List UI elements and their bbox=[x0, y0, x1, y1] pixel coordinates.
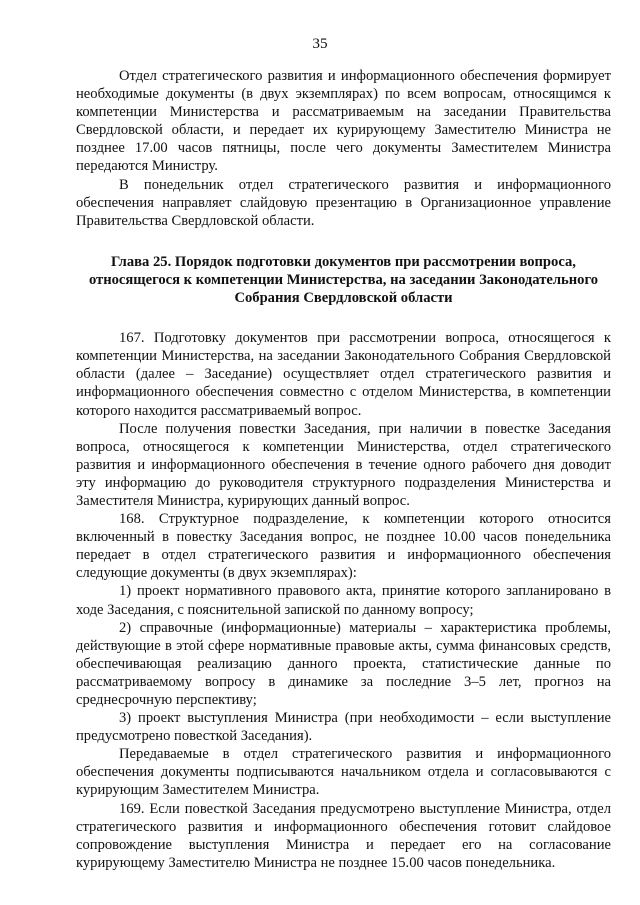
paragraph-document-submission: Отдел стратегического развития и информационного обеспечения формирует необходимые документы (в двух экземплярах) по всем вопросам, относящимся к компетенции Министерства и рассматриваемым на заседании Правительства Свердловской области, и передает их курирующему Заместителю Министра не позднее 17.00 часов пятницы, после чего документы Заместителем Министра передаются Министру. bbox=[76, 68, 611, 175]
list-item-3: 3) проект выступления Министра (при необходимости – если выступление предусмотрено повесткой Заседания). bbox=[76, 710, 611, 745]
list-item-1: 1) проект нормативного правового акта, принятие которого запланировано в ходе Заседания, с пояснительной запиской по данному вопросу; bbox=[76, 583, 611, 618]
paragraph-slide-presentation: В понедельник отдел стратегического развития и информационного обеспечения направляет слайдовую презентацию в Организационное управление Правительства Свердловской области. bbox=[76, 176, 611, 229]
paragraph-approval: Передаваемые в отдел стратегического развития и информационного обеспечения документы подписываются начальником отдела и согласовываются с курирующим Заместителем Министра. bbox=[76, 746, 611, 799]
paragraph-168: 168. Структурное подразделение, к компетенции которого относится включенный в повестку Заседания вопрос, не позднее 10.00 часов понедельника передает в отдел стратегического развития и информационного обеспечения следующие документы (в двух экземплярах): bbox=[76, 511, 611, 582]
page-number: 35 bbox=[312, 35, 328, 52]
paragraph-169: 169. Если повесткой Заседания предусмотрено выступление Министра, отдел стратегического развития и информационного обеспечения готовит слайдовое сопровождение выступления Министра и передает его на согласование курирующему Заместителю Министра не позднее 15.00 часов понедельника. bbox=[76, 800, 611, 871]
chapter-title: Глава 25. Порядок подготовки документов при рассмотрении вопроса, относящегося к компетенции Министерства, на заседании Законодательного Собрания Свердловской области bbox=[88, 253, 599, 307]
list-item-2: 2) справочные (информационные) материалы – характеристика проблемы, действующие в этой сфере нормативные правовые акты, сумма финансовых средств, обеспечивающая реализацию данного проекта, статистические данные по рассматриваемому вопросу в динамике за последние 3–5 лет, прогноз на среднесрочную перспективу; bbox=[76, 619, 611, 708]
document-body bbox=[76, 67, 611, 872]
paragraph-agenda-notice: После получения повестки Заседания, при наличии в повестке Заседания вопроса, относящегося к компетенции Министерства, отдел стратегического развития и информационного обеспечения в течение одного рабочего дня доводит эту информацию до руководителя структурного подразделения Министерства и Заместителя Министра, курирующих данный вопрос. bbox=[76, 420, 611, 509]
paragraph-167: 167. Подготовку документов при рассмотрении вопроса, относящегося к компетенции Министерства, на заседании Законодательного Собрания Свердловской области (далее – Заседание) осуществляет отдел стратегического развития и информационного обеспечения совместно с отделом Министерства, в компетенции которого находится рассматриваемый вопрос. bbox=[76, 330, 611, 419]
